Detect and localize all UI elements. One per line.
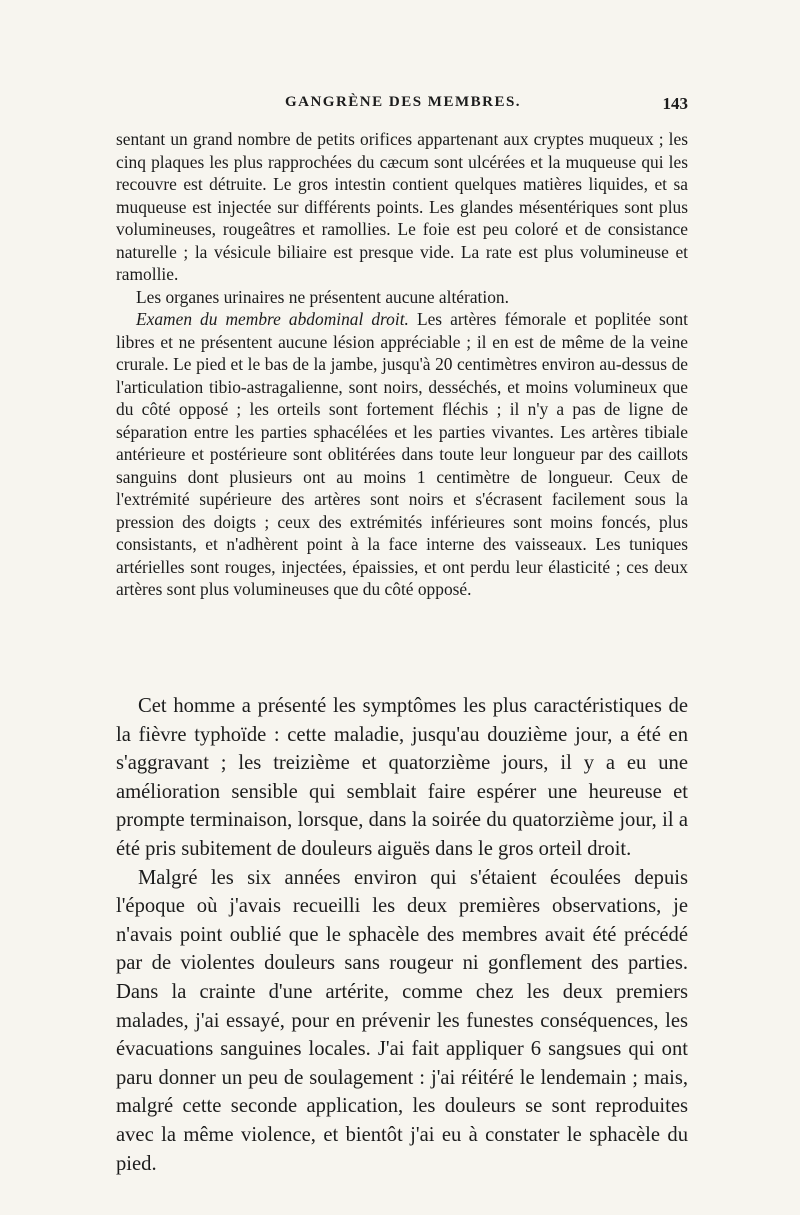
italic-heading: Examen du membre abdominal droit. bbox=[136, 309, 409, 329]
limb-exam-text: Les artères fémorale et poplitée sont libres et ne présentent aucune lésion appréciable ; il en est de même de la veine crurale. Le pied et le bas de la jambe, jusqu'à 20 centimètres environ au-dessus de l'articulation tibio-astragalienne, sont noirs, desséchés, et moins volumineux que du côté opposé ; les orteils sont fortement fléchis ; il n'y a pas de ligne de séparation entre les parties sphacélées et les parties vivantes. Les artères tibiale antérieure et postérieure sont oblitérées dans toute leur longueur par des caillots sanguins dont plusieurs ont au moins 1 centimètre de longueur. Ceux de l'extrémité supérieure des artères sont noirs et s'écrasent facilement sous la pression des doigts ; ceux des extrémités inférieures sont moins foncés, plus consistants, et n'adhèrent point à la face interne des vaisseaux. Les tuniques artérielles sont rouges, injectées, épaissies, et ont perdu leur élasticité ; ces deux artères sont plus volumineuses que du côté opposé. bbox=[116, 309, 688, 599]
paragraph-limb-exam bbox=[116, 308, 688, 601]
page-header bbox=[118, 94, 688, 120]
paragraph-autopsy-continued: sentant un grand nombre de petits orifices appartenant aux cryptes muqueux ; les cinq plaques les plus rapprochées du cæcum sont ulcérées et la muqueuse qui les recouvre est détruite. Le gros intestin contient quelques matières liquides, et sa muqueuse est injectée sur différents points. Les glandes mésentériques sont plus volumineuses, rougeâtres et ramollies. Le foie est peu coloré et de consistance naturelle ; la vésicule biliaire est presque vide. La rate est plus volumineuse et ramollie. bbox=[116, 129, 688, 284]
small-print-section bbox=[116, 128, 688, 601]
paragraph-urinary-organs: Les organes urinaires ne présentent aucune altération. bbox=[136, 286, 509, 307]
page-number: 143 bbox=[662, 94, 688, 113]
paragraph-discussion-1: Cet homme a présenté les symptômes les plus caractéristiques de la fièvre typhoïde : cette maladie, jusqu'au douzième jour, a été en s'aggravant ; les treizième et quatorzième jours, il y a eu une amélioration sensible qui semblait faire espérer une heureuse et prompte terminaison, lorsque, dans la soirée du quatorzième jour, il a été pris subitement de douleurs aiguës dans le gros orteil droit. bbox=[116, 695, 688, 860]
paragraph-discussion-2: Malgré les six années environ qui s'étaient écoulées depuis l'époque où j'avais recueilli les deux premières observations, je n'avais point oublié que le sphacèle des membres avait été précédé par de violentes douleurs sans rougeur ni gonflement des parties. Dans la crainte d'une artérite, comme chez les deux premiers malades, j'ai essayé, pour en prévenir les funestes conséquences, les évacuations sanguines locales. J'ai fait appliquer 6 sangsues qui ont paru donner un peu de soulagement : j'ai réitéré le lendemain ; mais, malgré cette seconde application, les douleurs se sont reproduites avec la même violence, et bientôt j'ai eu à constater le sphacèle du pied. bbox=[116, 866, 688, 1175]
running-title: GANGRÈNE DES MEMBRES. bbox=[284, 94, 522, 110]
large-print-section bbox=[116, 692, 688, 1178]
